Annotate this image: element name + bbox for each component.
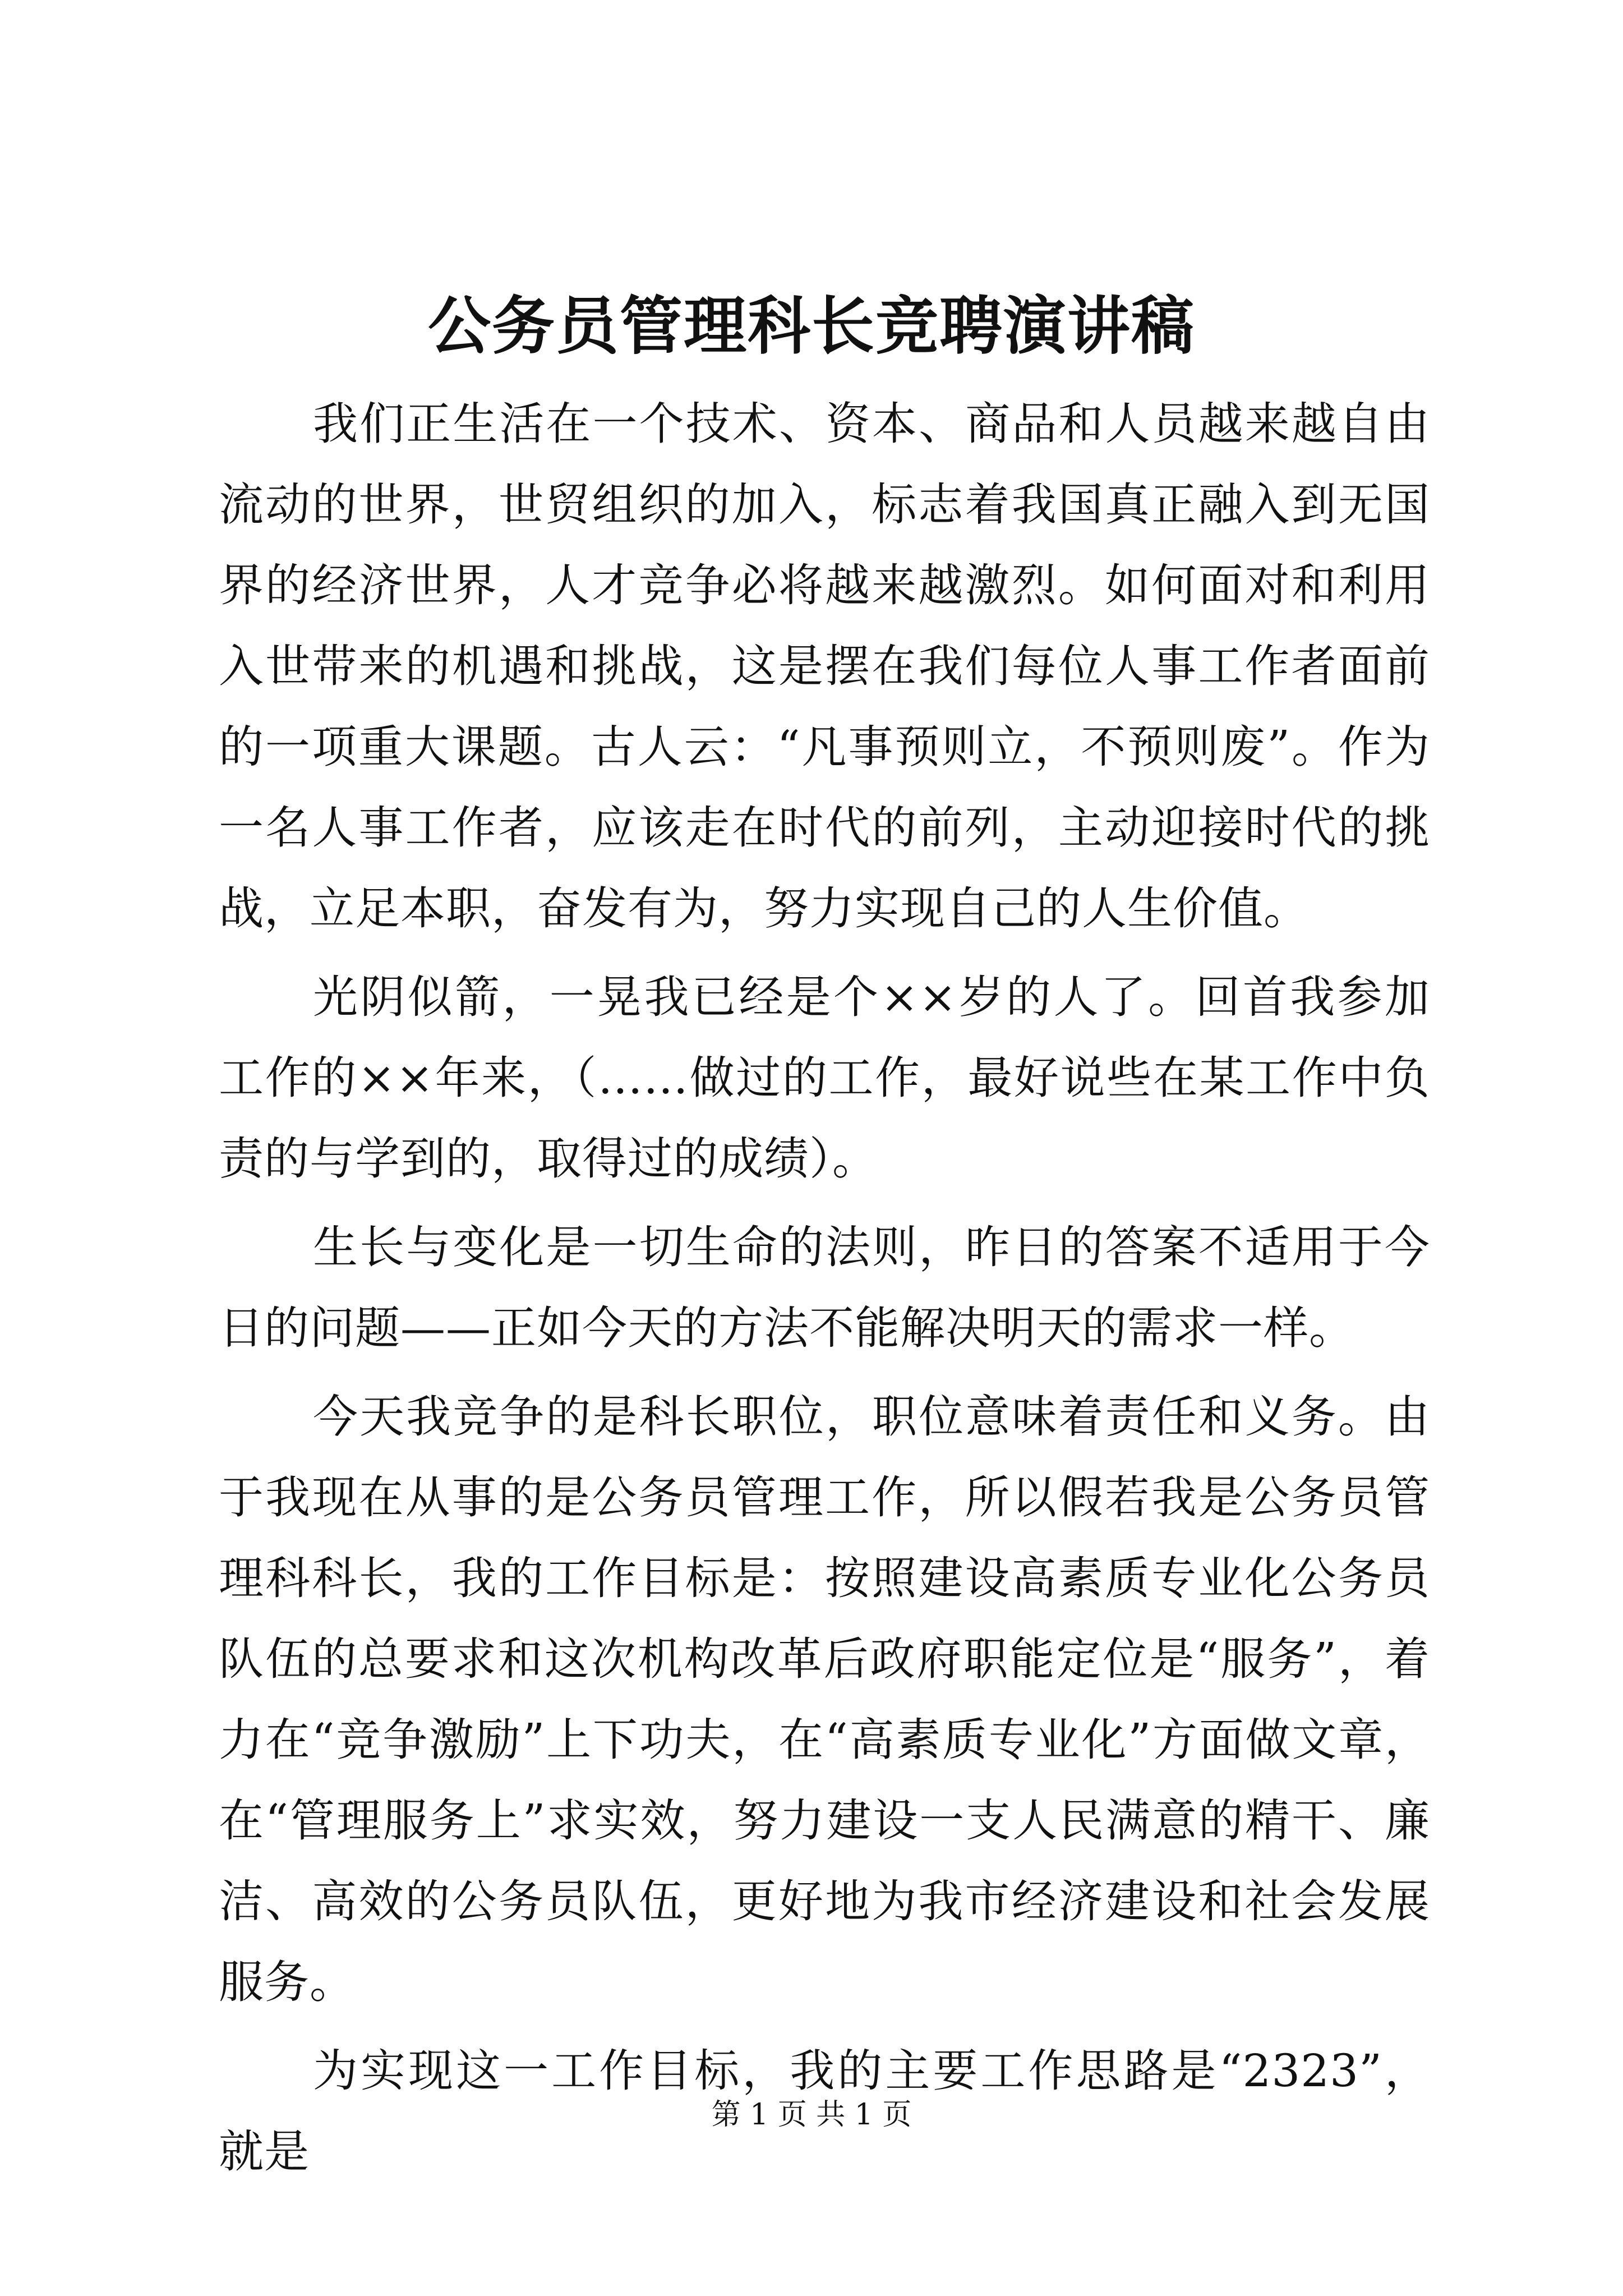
paragraph-3: 生长与变化是一切生命的法则，昨日的答案不适用于今日的问题——正如今天的方法不能解决明天的需求一样。 bbox=[219, 1221, 1430, 1354]
paragraph-5: 为实现这一工作目标，我的主要工作思路是“2323”，就是 bbox=[219, 2045, 1430, 2178]
document-body bbox=[219, 384, 1430, 2200]
paragraph-4: 今天我竞争的是科长职位，职位意味着责任和义务。由于我现在从事的是公务员管理工作，所以假若我是公务员管理科科长，我的工作目标是：按照建设高素质专业化公务员队伍的总要求和这次机构改革后政府职能定位是“服务”，着力在“竞争激励”上下功夫，在“高素质专业化”方面做文章，在“管理服务上”求实效，努力建设一支人民满意的精干、廉洁、高效的公务员队伍，更好地为我市经济建设和社会发展服务。 bbox=[219, 1391, 1430, 2008]
paragraph-1: 我们正生活在一个技术、资本、商品和人员越来越自由流动的世界，世贸组织的加入，标志着我国真正融入到无国界的经济世界，人才竞争必将越来越激烈。如何面对和利用入世带来的机遇和挑战，这是摆在我们每位人事工作者面前的一项重大课题。古人云：“凡事预则立，不预则废”。作为一名人事工作者，应该走在时代的前列，主动迎接时代的挑战，立足本职，奋发有为，努力实现自己的人生价值。 bbox=[219, 398, 1430, 935]
page-footer: 第 1 页 共 1 页 bbox=[711, 2098, 912, 2132]
document-title: 公务员管理科长竞聘演讲稿 bbox=[428, 289, 1195, 363]
paragraph-2: 光阴似箭，一晃我已经是个××岁的人了。回首我参加工作的××年来，（……做过的工作，最好说些在某工作中负责的与学到的，取得过的成绩）。 bbox=[219, 971, 1430, 1185]
